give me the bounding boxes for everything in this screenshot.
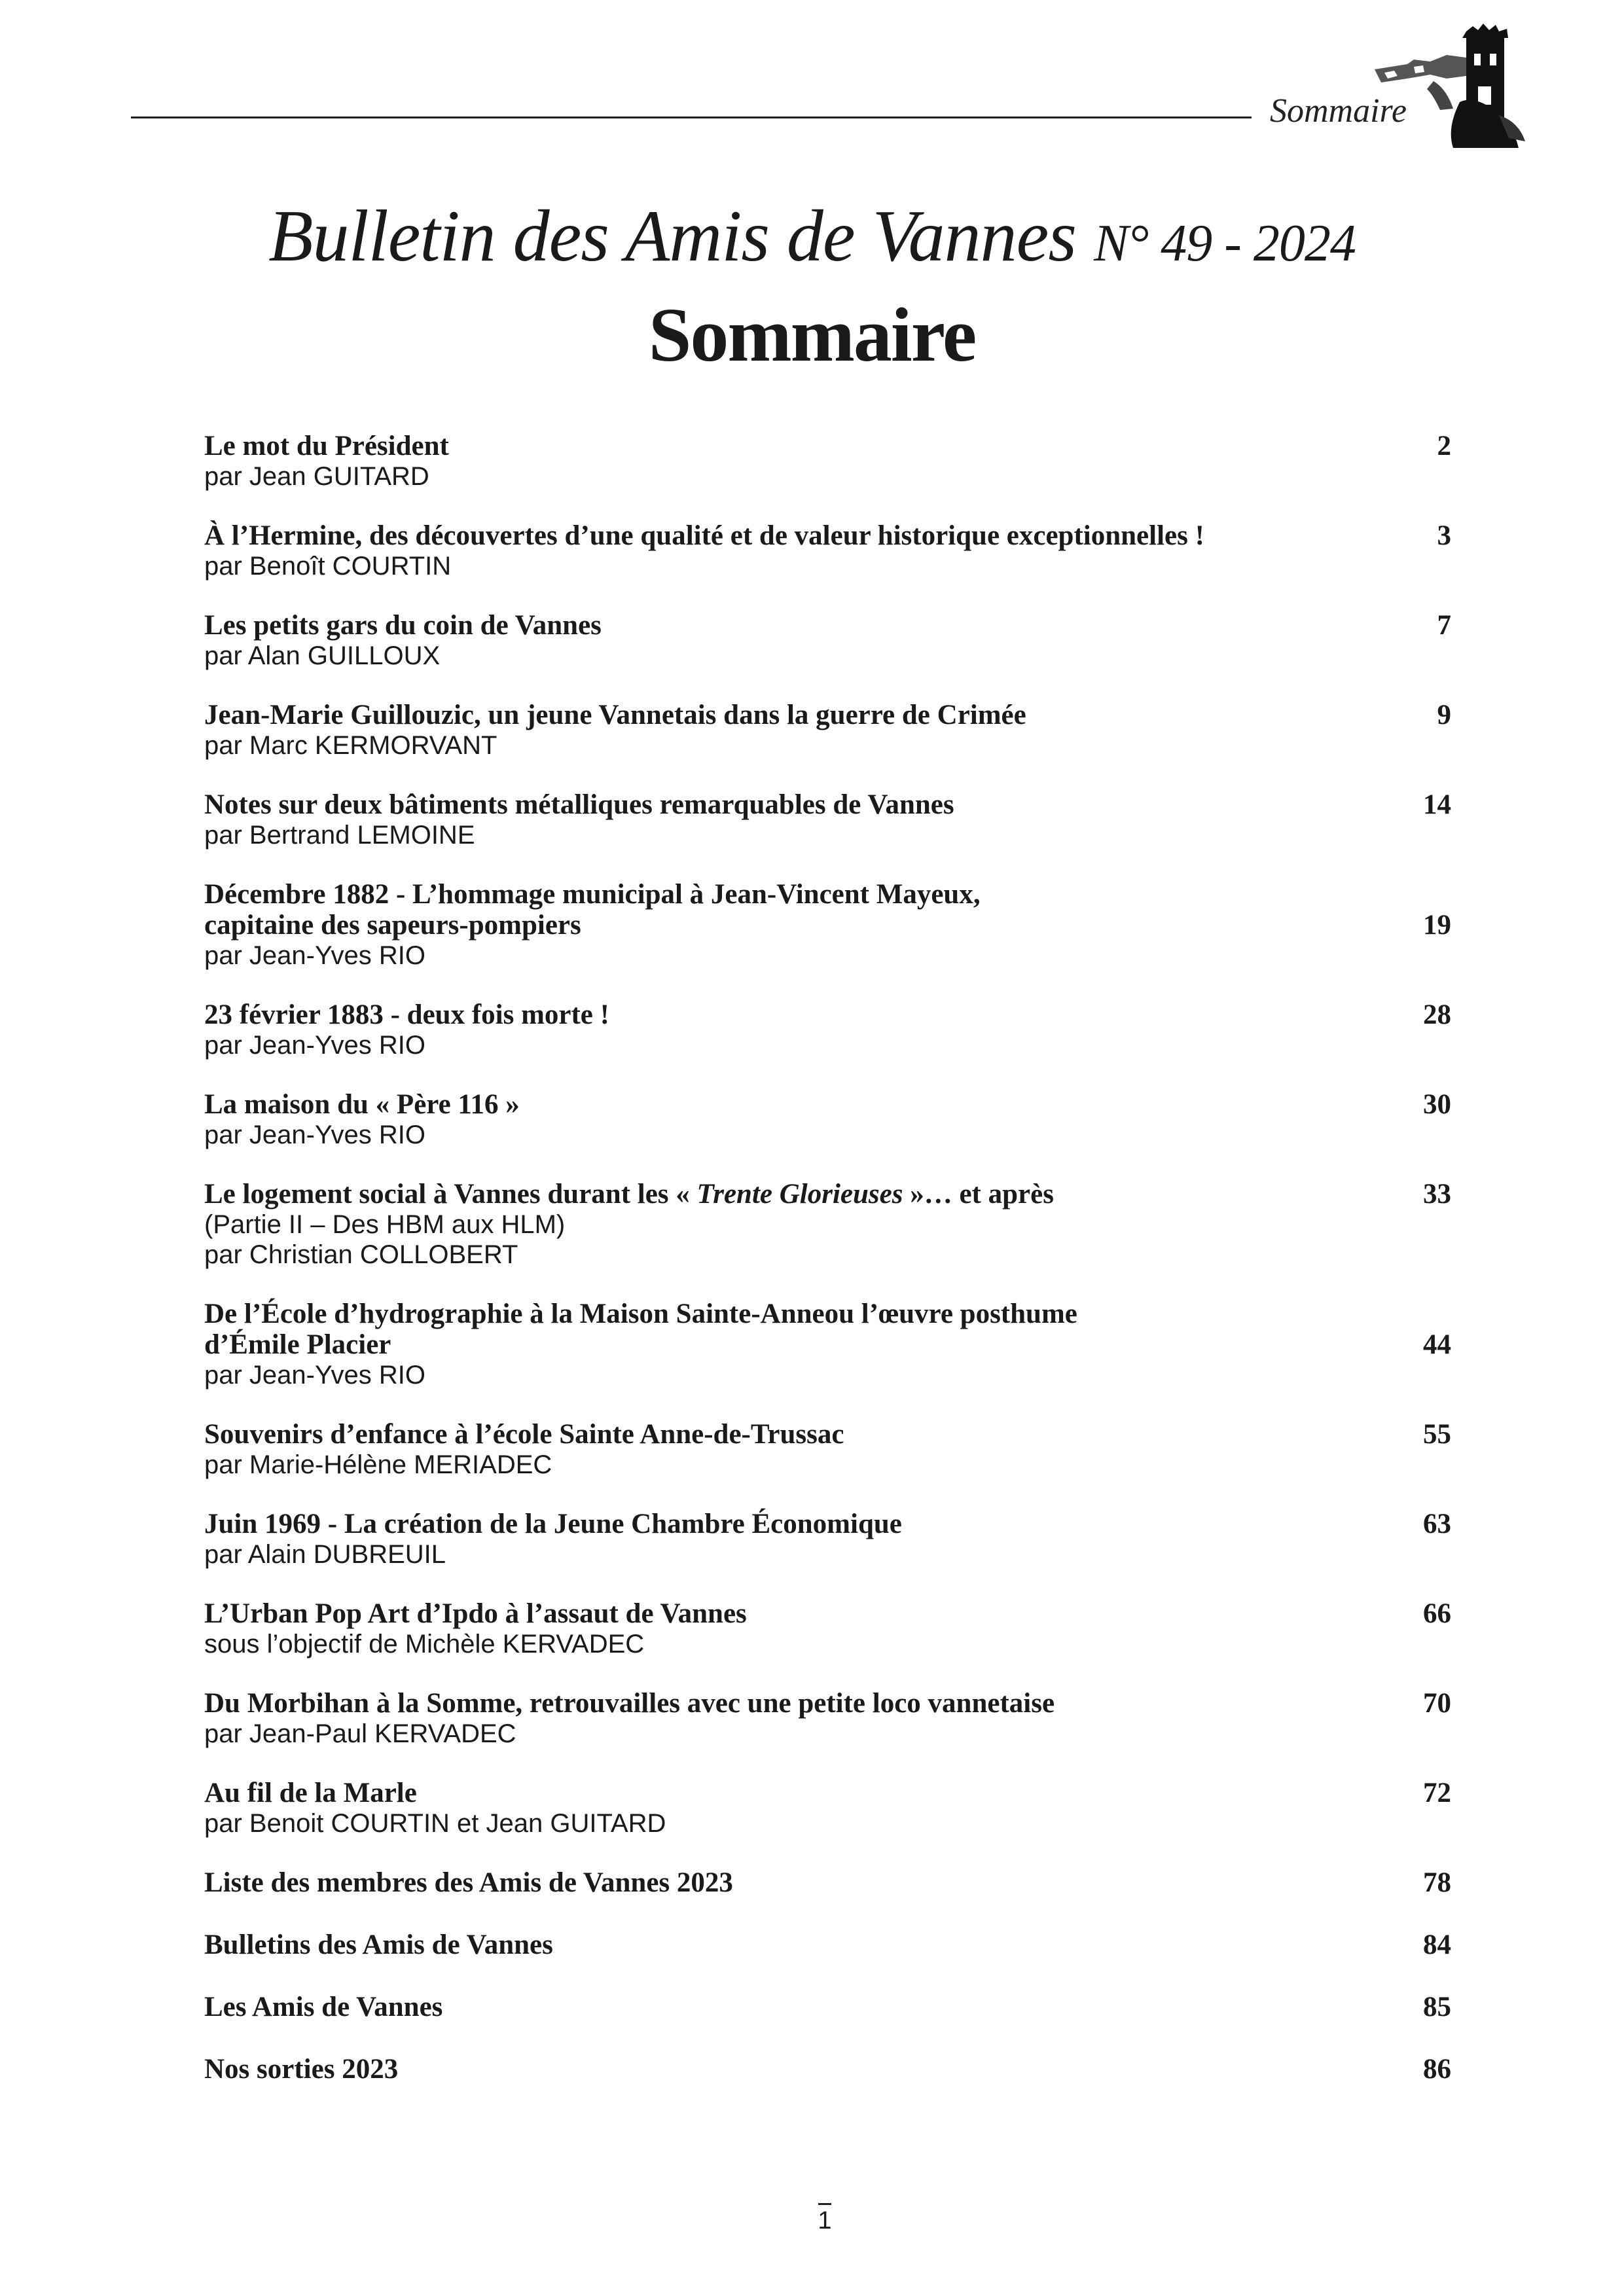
toc-entry-author: par Marc KERMORVANT [204,731,497,760]
toc-entry-page: 30 [1423,1089,1451,1120]
toc-entry [204,999,1451,1060]
page-title: Sommaire [648,292,976,378]
toc-entry-author: par Jean-Paul KERVADEC [204,1719,516,1748]
toc-entry [204,1929,1451,1960]
toc-entry [204,1419,1451,1480]
toc-entry-page: 55 [1423,1419,1451,1450]
toc-entry-page: 33 [1423,1179,1451,1210]
toc-entry-author: par Bertrand LEMOINE [204,821,475,850]
toc-entry-title: 23 février 1883 - deux fois morte ! [204,999,609,1030]
toc-entry-author: par Jean-Yves RIO [204,941,425,970]
toc-entry-page: 63 [1423,1509,1451,1539]
toc-entry-page: 14 [1423,789,1451,820]
toc-entry [204,2054,1451,2085]
toc-entry-title: Le mot du Président [204,431,449,461]
toc-entry-author: par Marie-Hélène MERIADEC [204,1450,552,1479]
toc-entry-author: par Jean-Yves RIO [204,1121,425,1149]
table-of-contents [204,431,1451,2116]
toc-entry-title-part: Le logement social à Vannes durant les « [204,1179,697,1210]
toc-entry-title: À l’Hermine, des découvertes d’une qualité et de valeur historique exceptionnelles ! [204,520,1204,551]
toc-entry-title-part: »… et après [903,1179,1054,1210]
toc-entry-author: par Christian COLLOBERT [204,1240,518,1269]
toc-entry-title: Jean-Marie Guillouzic, un jeune Vannetais dans la guerre de Crimée [204,700,1026,730]
toc-entry-page: 7 [1437,610,1451,641]
toc-entry-title: Notes sur deux bâtiments métalliques remarquables de Vannes [204,789,954,820]
toc-entry-author: par Jean-Yves RIO [204,1361,425,1390]
toc-entry-title: La maison du « Père 116 » [204,1089,520,1120]
header-section-label: Sommaire [1270,92,1407,130]
toc-entry-subtitle: (Partie II – Des HBM aux HLM) [204,1210,566,1239]
toc-entry [204,879,1451,971]
toc-entry-title: De l’École d’hydrographie à la Maison Sainte-Anneou l’œuvre posthume [204,1299,1077,1329]
toc-entry-page: 84 [1423,1929,1451,1960]
toc-entry [204,1598,1451,1659]
toc-entry-title: Au fil de la Marle [204,1778,417,1808]
issue-number: N° 49 - 2024 [1093,215,1356,272]
toc-entry-page: 28 [1423,999,1451,1030]
toc-entry-author: par Jean GUITARD [204,462,429,491]
toc-entry-author: par Benoît COURTIN [204,552,452,581]
bulletin-title [0,194,1624,286]
toc-entry-page: 44 [1423,1329,1451,1360]
toc-entry-title: Les Amis de Vannes [204,1992,443,2022]
toc-entry-author: par Benoit COURTIN et Jean GUITARD [204,1809,666,1838]
toc-entry [204,789,1451,850]
page-number: 1 [812,2207,838,2235]
toc-entry-title: Les petits gars du coin de Vannes [204,610,602,641]
toc-entry [204,610,1451,671]
toc-entry [204,1688,1451,1749]
toc-entry-page: 19 [1423,910,1451,941]
toc-entry-page: 3 [1437,520,1451,551]
toc-entry-page: 66 [1423,1598,1451,1629]
toc-entry-page: 2 [1437,431,1451,461]
toc-entry [204,431,1451,492]
toc-entry-title-italic: Trente Glorieuses [696,1179,903,1210]
toc-entry-page: 70 [1423,1688,1451,1719]
toc-entry-title: Décembre 1882 - L’hommage municipal à Jean-Vincent Mayeux, [204,879,981,910]
toc-entry [204,1089,1451,1150]
toc-entry [204,1992,1451,2022]
toc-entry-page: 78 [1423,1867,1451,1898]
toc-entry-page: 9 [1437,700,1451,730]
toc-entry [204,1778,1451,1839]
toc-entry-title [204,1179,1337,1210]
toc-entry-author: sous l’objectif de Michèle KERVADEC [204,1630,645,1659]
toc-entry [204,700,1451,761]
toc-entry-title: L’Urban Pop Art d’Ipdo à l’assaut de Vannes [204,1598,747,1629]
toc-entry-author: par Alan GUILLOUX [204,641,441,670]
toc-entry-author: par Alain DUBREUIL [204,1540,446,1569]
toc-entry [204,1509,1451,1570]
toc-entry [204,1867,1451,1898]
toc-entry-title: Souvenirs d’enfance à l’école Sainte Anne-de-Trussac [204,1419,844,1450]
toc-entry [204,1299,1451,1390]
toc-entry-title: Liste des membres des Amis de Vannes 2023 [204,1867,733,1898]
bulletin-name: Bulletin des Amis de Vannes [268,196,1076,277]
toc-entry-author: par Jean-Yves RIO [204,1031,425,1060]
toc-entry-page: 86 [1423,2054,1451,2085]
toc-entry-title: Du Morbihan à la Somme, retrouvailles avec une petite loco vannetaise [204,1688,1055,1719]
toc-entry-title: Nos sorties 2023 [204,2054,399,2085]
toc-entry-page: 72 [1423,1778,1451,1808]
toc-entry [204,520,1451,581]
toc-entry-title-line2: d’Émile Placier [204,1329,391,1360]
toc-entry-title-line2: capitaine des sapeurs-pompiers [204,910,581,941]
toc-entry [204,1179,1451,1270]
castle-icon [1368,24,1532,161]
header-rule [131,117,1252,118]
toc-entry-title: Juin 1969 - La création de la Jeune Chambre Économique [204,1509,902,1539]
toc-entry-page: 85 [1423,1992,1451,2022]
toc-entry-title: Bulletins des Amis de Vannes [204,1929,553,1960]
